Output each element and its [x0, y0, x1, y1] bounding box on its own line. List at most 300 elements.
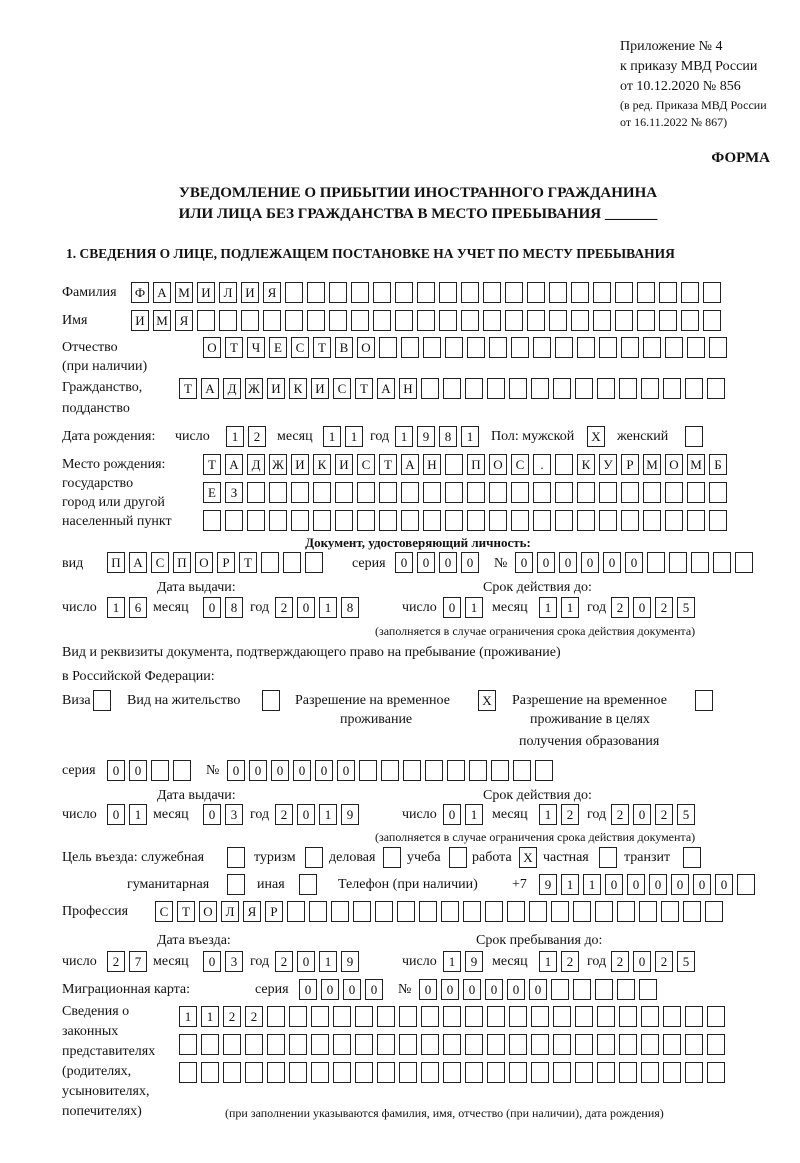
residence-permit-checkbox[interactable]: [262, 690, 280, 711]
char-cell[interactable]: [533, 337, 551, 358]
char-cell[interactable]: [695, 690, 713, 711]
char-cell[interactable]: 0: [203, 597, 221, 618]
char-cell[interactable]: С: [357, 454, 375, 475]
char-cell[interactable]: Б: [709, 454, 727, 475]
char-cell[interactable]: X: [587, 426, 605, 447]
valid-year-field[interactable]: [611, 804, 695, 825]
char-cell[interactable]: [203, 510, 221, 531]
stay-series-field[interactable]: [107, 760, 191, 781]
char-cell[interactable]: С: [333, 378, 351, 399]
char-cell[interactable]: [401, 337, 419, 358]
issue-year-field[interactable]: [275, 804, 359, 825]
char-cell[interactable]: [641, 1006, 659, 1027]
char-cell[interactable]: [531, 1006, 549, 1027]
char-cell[interactable]: 1: [465, 804, 483, 825]
char-cell[interactable]: 0: [271, 760, 289, 781]
char-cell[interactable]: И: [267, 378, 285, 399]
char-cell[interactable]: [355, 1062, 373, 1083]
char-cell[interactable]: [685, 1034, 703, 1055]
char-cell[interactable]: [551, 979, 569, 1000]
char-cell[interactable]: 0: [343, 979, 361, 1000]
patronymic-field[interactable]: [203, 337, 727, 358]
char-cell[interactable]: [575, 1034, 593, 1055]
char-cell[interactable]: А: [201, 378, 219, 399]
char-cell[interactable]: [289, 1062, 307, 1083]
char-cell[interactable]: [355, 1006, 373, 1027]
char-cell[interactable]: [577, 482, 595, 503]
char-cell[interactable]: И: [335, 454, 353, 475]
char-cell[interactable]: А: [377, 378, 395, 399]
migration-series-field[interactable]: [299, 979, 383, 1000]
char-cell[interactable]: О: [665, 454, 683, 475]
char-cell[interactable]: [465, 1062, 483, 1083]
char-cell[interactable]: [621, 337, 639, 358]
representatives-field-row1[interactable]: [179, 1006, 725, 1027]
char-cell[interactable]: Р: [217, 552, 235, 573]
char-cell[interactable]: 2: [655, 951, 673, 972]
char-cell[interactable]: [395, 282, 413, 303]
char-cell[interactable]: [373, 282, 391, 303]
char-cell[interactable]: [595, 979, 613, 1000]
char-cell[interactable]: Н: [423, 454, 441, 475]
char-cell[interactable]: 0: [485, 979, 503, 1000]
char-cell[interactable]: М: [153, 310, 171, 331]
char-cell[interactable]: [643, 510, 661, 531]
char-cell[interactable]: [735, 552, 753, 573]
char-cell[interactable]: [641, 1034, 659, 1055]
issue-month-field[interactable]: [203, 597, 243, 618]
char-cell[interactable]: [659, 282, 677, 303]
char-cell[interactable]: 2: [245, 1006, 263, 1027]
char-cell[interactable]: [179, 1034, 197, 1055]
char-cell[interactable]: [703, 282, 721, 303]
char-cell[interactable]: [487, 1034, 505, 1055]
char-cell[interactable]: [151, 760, 169, 781]
purpose-transit-checkbox[interactable]: [683, 847, 701, 868]
char-cell[interactable]: [687, 510, 705, 531]
char-cell[interactable]: [553, 1006, 571, 1027]
char-cell[interactable]: [179, 1062, 197, 1083]
char-cell[interactable]: [351, 310, 369, 331]
char-cell[interactable]: [593, 282, 611, 303]
birthplace-field-row1[interactable]: [203, 454, 727, 475]
char-cell[interactable]: Ч: [247, 337, 265, 358]
char-cell[interactable]: [527, 310, 545, 331]
char-cell[interactable]: Л: [219, 282, 237, 303]
char-cell[interactable]: [509, 378, 527, 399]
char-cell[interactable]: У: [599, 454, 617, 475]
char-cell[interactable]: [359, 760, 377, 781]
char-cell[interactable]: 9: [417, 426, 435, 447]
char-cell[interactable]: [527, 282, 545, 303]
char-cell[interactable]: [287, 901, 305, 922]
migration-number-field[interactable]: [419, 979, 657, 1000]
char-cell[interactable]: [575, 1006, 593, 1027]
char-cell[interactable]: 2: [655, 804, 673, 825]
char-cell[interactable]: [283, 552, 301, 573]
char-cell[interactable]: [669, 552, 687, 573]
char-cell[interactable]: [705, 901, 723, 922]
char-cell[interactable]: [377, 1062, 395, 1083]
char-cell[interactable]: С: [155, 901, 173, 922]
char-cell[interactable]: [509, 1006, 527, 1027]
char-cell[interactable]: [401, 482, 419, 503]
char-cell[interactable]: [663, 1034, 681, 1055]
char-cell[interactable]: [417, 310, 435, 331]
char-cell[interactable]: [665, 337, 683, 358]
purpose-other-checkbox[interactable]: [299, 874, 317, 895]
valid-month-field[interactable]: [539, 597, 579, 618]
char-cell[interactable]: [707, 1006, 725, 1027]
id-kind-field[interactable]: [107, 552, 323, 573]
char-cell[interactable]: [577, 510, 595, 531]
char-cell[interactable]: 0: [321, 979, 339, 1000]
char-cell[interactable]: [491, 760, 509, 781]
char-cell[interactable]: [571, 282, 589, 303]
char-cell[interactable]: [507, 901, 525, 922]
char-cell[interactable]: [573, 901, 591, 922]
char-cell[interactable]: [381, 760, 399, 781]
char-cell[interactable]: [555, 337, 573, 358]
char-cell[interactable]: [619, 1034, 637, 1055]
char-cell[interactable]: [555, 454, 573, 475]
char-cell[interactable]: [333, 1006, 351, 1027]
char-cell[interactable]: [621, 510, 639, 531]
char-cell[interactable]: [737, 874, 755, 895]
char-cell[interactable]: Т: [225, 337, 243, 358]
char-cell[interactable]: Т: [179, 378, 197, 399]
char-cell[interactable]: [663, 378, 681, 399]
char-cell[interactable]: [483, 310, 501, 331]
char-cell[interactable]: [443, 1034, 461, 1055]
char-cell[interactable]: 1: [461, 426, 479, 447]
char-cell[interactable]: 9: [341, 951, 359, 972]
char-cell[interactable]: 1: [539, 597, 557, 618]
char-cell[interactable]: [439, 310, 457, 331]
char-cell[interactable]: 1: [465, 597, 483, 618]
char-cell[interactable]: [379, 510, 397, 531]
char-cell[interactable]: [383, 847, 401, 868]
profession-field[interactable]: [155, 901, 723, 922]
char-cell[interactable]: 6: [129, 597, 147, 618]
char-cell[interactable]: 0: [559, 552, 577, 573]
char-cell[interactable]: [399, 1062, 417, 1083]
citizenship-field[interactable]: [179, 378, 725, 399]
char-cell[interactable]: С: [151, 552, 169, 573]
char-cell[interactable]: 1: [201, 1006, 219, 1027]
char-cell[interactable]: [617, 979, 635, 1000]
char-cell[interactable]: [531, 1062, 549, 1083]
char-cell[interactable]: [641, 378, 659, 399]
trp-checkbox[interactable]: [478, 690, 496, 711]
char-cell[interactable]: 0: [693, 874, 711, 895]
char-cell[interactable]: [665, 482, 683, 503]
char-cell[interactable]: [245, 1034, 263, 1055]
char-cell[interactable]: [639, 901, 657, 922]
char-cell[interactable]: [465, 378, 483, 399]
char-cell[interactable]: 0: [627, 874, 645, 895]
char-cell[interactable]: 2: [611, 597, 629, 618]
char-cell[interactable]: [487, 378, 505, 399]
char-cell[interactable]: [311, 1034, 329, 1055]
char-cell[interactable]: [403, 760, 421, 781]
char-cell[interactable]: П: [107, 552, 125, 573]
char-cell[interactable]: [395, 310, 413, 331]
char-cell[interactable]: К: [577, 454, 595, 475]
char-cell[interactable]: [511, 482, 529, 503]
char-cell[interactable]: Е: [269, 337, 287, 358]
char-cell[interactable]: [555, 510, 573, 531]
char-cell[interactable]: [489, 510, 507, 531]
char-cell[interactable]: 2: [275, 597, 293, 618]
trp-edu-checkbox[interactable]: [695, 690, 713, 711]
purpose-official-checkbox[interactable]: [227, 847, 245, 868]
char-cell[interactable]: 0: [515, 552, 533, 573]
char-cell[interactable]: [311, 1006, 329, 1027]
char-cell[interactable]: [173, 760, 191, 781]
char-cell[interactable]: 2: [248, 426, 266, 447]
purpose-business-checkbox[interactable]: [383, 847, 401, 868]
char-cell[interactable]: 2: [561, 804, 579, 825]
char-cell[interactable]: [685, 426, 703, 447]
char-cell[interactable]: Л: [221, 901, 239, 922]
char-cell[interactable]: [291, 482, 309, 503]
char-cell[interactable]: П: [467, 454, 485, 475]
char-cell[interactable]: 0: [107, 760, 125, 781]
char-cell[interactable]: [509, 1062, 527, 1083]
char-cell[interactable]: [467, 510, 485, 531]
char-cell[interactable]: [309, 901, 327, 922]
char-cell[interactable]: 0: [463, 979, 481, 1000]
char-cell[interactable]: [643, 337, 661, 358]
char-cell[interactable]: [269, 482, 287, 503]
char-cell[interactable]: [307, 282, 325, 303]
char-cell[interactable]: [241, 310, 259, 331]
valid-day-field[interactable]: [443, 597, 483, 618]
char-cell[interactable]: [445, 454, 463, 475]
char-cell[interactable]: [291, 510, 309, 531]
purpose-work-checkbox[interactable]: [519, 847, 537, 868]
char-cell[interactable]: [709, 482, 727, 503]
char-cell[interactable]: 0: [337, 760, 355, 781]
char-cell[interactable]: 0: [107, 804, 125, 825]
char-cell[interactable]: [399, 1034, 417, 1055]
char-cell[interactable]: [681, 310, 699, 331]
valid-day-field[interactable]: [443, 804, 483, 825]
char-cell[interactable]: [643, 482, 661, 503]
char-cell[interactable]: [445, 337, 463, 358]
char-cell[interactable]: 3: [225, 804, 243, 825]
char-cell[interactable]: [357, 510, 375, 531]
char-cell[interactable]: [311, 1062, 329, 1083]
char-cell[interactable]: 8: [225, 597, 243, 618]
char-cell[interactable]: М: [175, 282, 193, 303]
char-cell[interactable]: Т: [355, 378, 373, 399]
char-cell[interactable]: [513, 760, 531, 781]
char-cell[interactable]: 0: [249, 760, 267, 781]
char-cell[interactable]: 1: [319, 804, 337, 825]
char-cell[interactable]: [489, 337, 507, 358]
char-cell[interactable]: Д: [247, 454, 265, 475]
char-cell[interactable]: 1: [561, 597, 579, 618]
char-cell[interactable]: 1: [129, 804, 147, 825]
char-cell[interactable]: О: [357, 337, 375, 358]
sex-male-checkbox[interactable]: [587, 426, 605, 447]
char-cell[interactable]: [461, 310, 479, 331]
char-cell[interactable]: 0: [443, 804, 461, 825]
char-cell[interactable]: 0: [461, 552, 479, 573]
char-cell[interactable]: .: [533, 454, 551, 475]
char-cell[interactable]: Е: [203, 482, 221, 503]
char-cell[interactable]: [621, 482, 639, 503]
char-cell[interactable]: [599, 847, 617, 868]
char-cell[interactable]: 1: [539, 804, 557, 825]
char-cell[interactable]: [305, 552, 323, 573]
birth-month-field[interactable]: [323, 426, 363, 447]
char-cell[interactable]: 1: [395, 426, 413, 447]
char-cell[interactable]: 2: [655, 597, 673, 618]
char-cell[interactable]: [219, 310, 237, 331]
char-cell[interactable]: [533, 510, 551, 531]
char-cell[interactable]: Я: [263, 282, 281, 303]
char-cell[interactable]: [465, 1006, 483, 1027]
char-cell[interactable]: И: [291, 454, 309, 475]
char-cell[interactable]: [449, 847, 467, 868]
char-cell[interactable]: [619, 1062, 637, 1083]
char-cell[interactable]: [263, 310, 281, 331]
char-cell[interactable]: 2: [223, 1006, 241, 1027]
char-cell[interactable]: З: [225, 482, 243, 503]
char-cell[interactable]: X: [478, 690, 496, 711]
name-field[interactable]: [131, 310, 721, 331]
char-cell[interactable]: [487, 1062, 505, 1083]
char-cell[interactable]: 2: [275, 951, 293, 972]
char-cell[interactable]: [465, 1034, 483, 1055]
char-cell[interactable]: 7: [129, 951, 147, 972]
char-cell[interactable]: 1: [345, 426, 363, 447]
purpose-humanitarian-checkbox[interactable]: [227, 874, 245, 895]
char-cell[interactable]: [289, 1034, 307, 1055]
char-cell[interactable]: [421, 378, 439, 399]
char-cell[interactable]: А: [129, 552, 147, 573]
char-cell[interactable]: [663, 1006, 681, 1027]
char-cell[interactable]: 0: [625, 552, 643, 573]
stay-year-field[interactable]: [611, 951, 695, 972]
char-cell[interactable]: [357, 482, 375, 503]
char-cell[interactable]: [597, 1034, 615, 1055]
char-cell[interactable]: [443, 1062, 461, 1083]
char-cell[interactable]: [439, 282, 457, 303]
char-cell[interactable]: [267, 1062, 285, 1083]
char-cell[interactable]: П: [173, 552, 191, 573]
char-cell[interactable]: 0: [299, 979, 317, 1000]
char-cell[interactable]: [641, 1062, 659, 1083]
representatives-field-row2[interactable]: [179, 1034, 725, 1055]
char-cell[interactable]: 0: [507, 979, 525, 1000]
purpose-private-checkbox[interactable]: [599, 847, 617, 868]
char-cell[interactable]: [469, 760, 487, 781]
char-cell[interactable]: С: [511, 454, 529, 475]
char-cell[interactable]: [511, 510, 529, 531]
char-cell[interactable]: [445, 482, 463, 503]
char-cell[interactable]: [351, 282, 369, 303]
char-cell[interactable]: [399, 1006, 417, 1027]
char-cell[interactable]: [313, 510, 331, 531]
char-cell[interactable]: [665, 510, 683, 531]
char-cell[interactable]: [709, 337, 727, 358]
char-cell[interactable]: А: [225, 454, 243, 475]
char-cell[interactable]: [549, 310, 567, 331]
char-cell[interactable]: [683, 847, 701, 868]
char-cell[interactable]: [247, 510, 265, 531]
char-cell[interactable]: [299, 874, 317, 895]
char-cell[interactable]: 0: [649, 874, 667, 895]
stay-day-field[interactable]: [443, 951, 483, 972]
char-cell[interactable]: Ф: [131, 282, 149, 303]
char-cell[interactable]: [637, 282, 655, 303]
entry-month-field[interactable]: [203, 951, 243, 972]
char-cell[interactable]: [661, 901, 679, 922]
char-cell[interactable]: [505, 310, 523, 331]
char-cell[interactable]: 1: [323, 426, 341, 447]
char-cell[interactable]: 0: [297, 951, 315, 972]
char-cell[interactable]: [509, 1034, 527, 1055]
char-cell[interactable]: 8: [439, 426, 457, 447]
char-cell[interactable]: [685, 378, 703, 399]
char-cell[interactable]: [685, 1006, 703, 1027]
char-cell[interactable]: [425, 760, 443, 781]
char-cell[interactable]: 2: [611, 804, 629, 825]
char-cell[interactable]: [197, 310, 215, 331]
char-cell[interactable]: [443, 1006, 461, 1027]
char-cell[interactable]: 1: [107, 597, 125, 618]
char-cell[interactable]: [707, 1034, 725, 1055]
char-cell[interactable]: [663, 1062, 681, 1083]
char-cell[interactable]: Р: [265, 901, 283, 922]
char-cell[interactable]: 0: [203, 804, 221, 825]
surname-field[interactable]: [131, 282, 721, 303]
char-cell[interactable]: 0: [537, 552, 555, 573]
char-cell[interactable]: [461, 282, 479, 303]
char-cell[interactable]: [423, 510, 441, 531]
char-cell[interactable]: [619, 1006, 637, 1027]
char-cell[interactable]: [533, 482, 551, 503]
issue-day-field[interactable]: [107, 804, 147, 825]
char-cell[interactable]: 2: [611, 951, 629, 972]
char-cell[interactable]: [373, 310, 391, 331]
char-cell[interactable]: 5: [677, 951, 695, 972]
char-cell[interactable]: Н: [399, 378, 417, 399]
char-cell[interactable]: [573, 979, 591, 1000]
id-series-field[interactable]: [395, 552, 479, 573]
issue-month-field[interactable]: [203, 804, 243, 825]
valid-year-field[interactable]: [611, 597, 695, 618]
char-cell[interactable]: [225, 510, 243, 531]
char-cell[interactable]: [305, 847, 323, 868]
char-cell[interactable]: [445, 510, 463, 531]
char-cell[interactable]: 3: [225, 951, 243, 972]
char-cell[interactable]: [489, 482, 507, 503]
char-cell[interactable]: [707, 378, 725, 399]
char-cell[interactable]: Т: [313, 337, 331, 358]
char-cell[interactable]: 0: [365, 979, 383, 1000]
char-cell[interactable]: [335, 510, 353, 531]
char-cell[interactable]: 0: [633, 804, 651, 825]
char-cell[interactable]: О: [199, 901, 217, 922]
char-cell[interactable]: [401, 510, 419, 531]
char-cell[interactable]: [529, 901, 547, 922]
birth-year-field[interactable]: [395, 426, 479, 447]
